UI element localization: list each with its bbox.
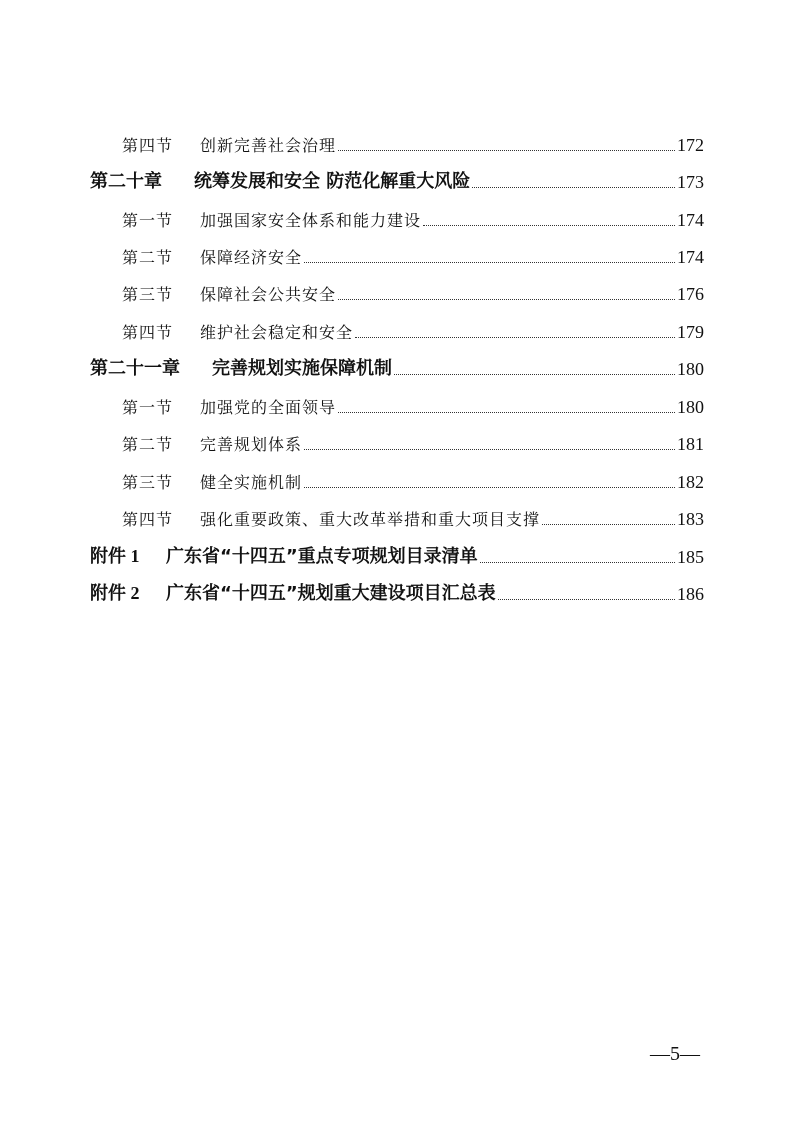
section-number: 第一节 [122, 211, 174, 230]
chapter-title: 统筹发展和安全 防范化解重大风险 [194, 171, 471, 192]
page-number: 180 [677, 359, 704, 379]
toc-entry[interactable] [122, 463, 704, 493]
page-number: 185 [677, 547, 704, 567]
toc-entry[interactable] [122, 388, 704, 418]
toc-entry[interactable] [122, 201, 704, 231]
dot-leader [304, 261, 675, 263]
toc-entry[interactable] [90, 163, 704, 193]
page-number: 173 [677, 172, 704, 192]
page-number: 179 [677, 322, 704, 342]
dot-leader [480, 561, 675, 563]
dot-leader [338, 298, 675, 300]
toc-entry[interactable] [122, 500, 704, 530]
dot-leader [423, 224, 675, 226]
section-number: 第一节 [122, 398, 174, 417]
dot-leader [542, 523, 675, 525]
dot-leader [304, 448, 675, 450]
section-number: 第二节 [122, 435, 174, 454]
toc-entry[interactable] [122, 313, 704, 343]
section-number: 第四节 [122, 136, 174, 155]
appendix-title: 广东省“十四五”重点专项规划目录清单 [166, 546, 478, 567]
dot-leader [338, 411, 675, 413]
dot-leader [338, 149, 675, 151]
appendix-number: 附件 1 [90, 546, 140, 566]
dot-leader [472, 186, 675, 188]
section-title: 加强党的全面领导 [200, 398, 337, 417]
dot-leader [498, 598, 675, 600]
page-footer-number: —5— [650, 1043, 700, 1065]
page-number: 183 [677, 509, 704, 529]
toc-entry[interactable] [122, 238, 704, 268]
section-title: 保障经济安全 [200, 248, 303, 267]
chapter-number: 第二十章 [90, 171, 162, 192]
dot-leader [394, 373, 675, 375]
toc-entry[interactable] [90, 575, 704, 605]
section-number: 第二节 [122, 248, 174, 267]
section-title: 保障社会公共安全 [200, 285, 337, 304]
page-number: 186 [677, 584, 704, 604]
page-number: 174 [677, 247, 704, 267]
page-number: 174 [677, 210, 704, 230]
appendix-number: 附件 2 [90, 583, 140, 603]
section-title: 创新完善社会治理 [200, 136, 337, 155]
section-title: 健全实施机制 [200, 473, 303, 492]
page-number: 182 [677, 472, 704, 492]
toc-entry[interactable] [122, 275, 704, 305]
dot-leader [304, 486, 675, 488]
section-title: 维护社会稳定和安全 [200, 323, 354, 342]
toc-entry[interactable] [90, 538, 704, 568]
chapter-title: 完善规划实施保障机制 [212, 358, 392, 379]
dot-leader [355, 336, 675, 338]
section-title: 加强国家安全体系和能力建设 [200, 211, 422, 230]
page-number: 176 [677, 284, 704, 304]
section-title: 强化重要政策、重大改革举措和重大项目支撑 [200, 510, 541, 529]
section-number: 第四节 [122, 510, 174, 529]
page-number: 180 [677, 397, 704, 417]
toc-entry[interactable] [90, 350, 704, 380]
chapter-number: 第二十一章 [90, 358, 180, 379]
section-title: 完善规划体系 [200, 435, 303, 454]
page-number: 181 [677, 434, 704, 454]
toc-entry[interactable] [122, 425, 704, 455]
section-number: 第四节 [122, 323, 174, 342]
appendix-title: 广东省“十四五”规划重大建设项目汇总表 [166, 583, 496, 604]
toc-entry[interactable] [122, 126, 704, 156]
section-number: 第三节 [122, 285, 174, 304]
page-number: 172 [677, 135, 704, 155]
section-number: 第三节 [122, 473, 174, 492]
